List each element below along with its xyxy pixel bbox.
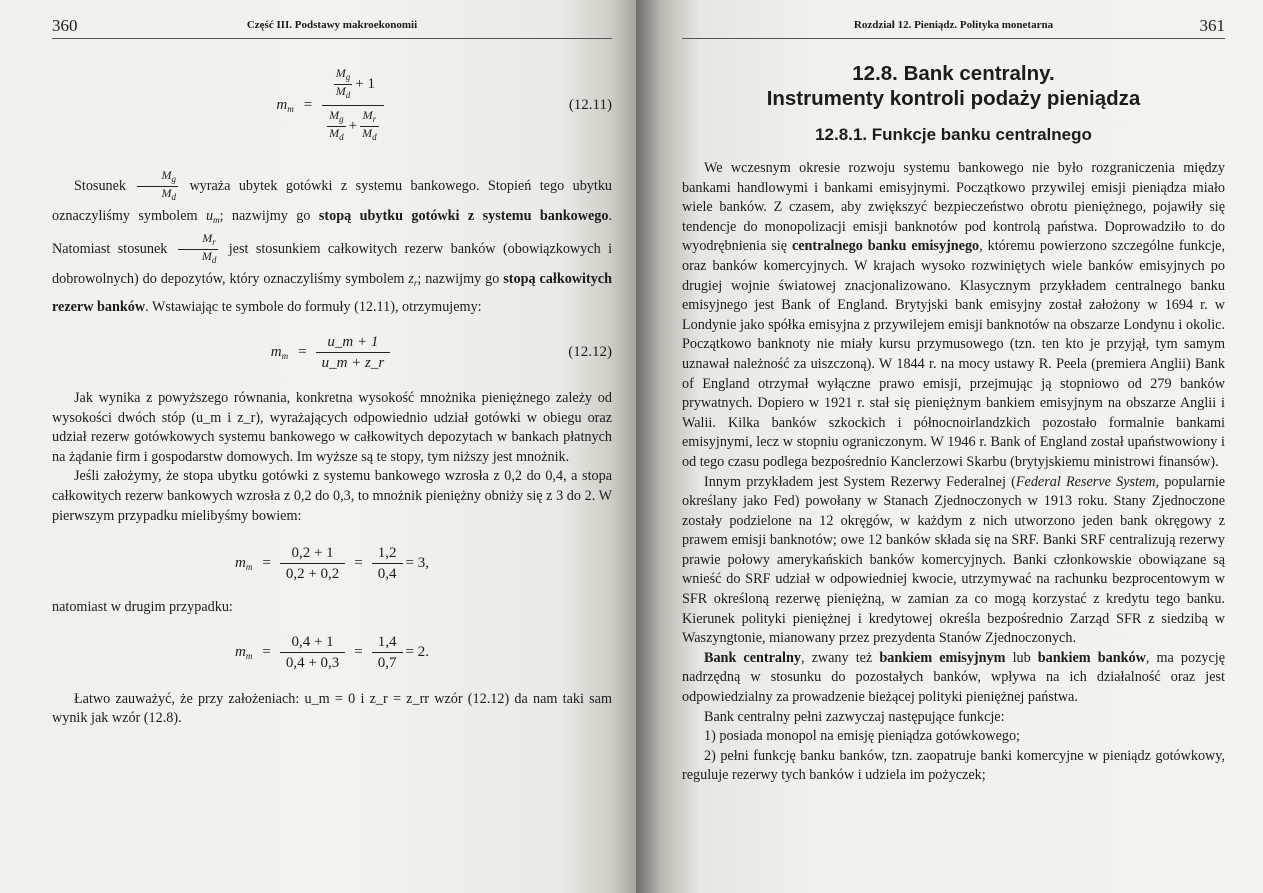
eq-12-11-den-fraction-a: $\frac{M_g}{M_d}$ (329, 107, 344, 142)
eq-12-11-main-fraction: $\frac{M_g}{M_d}$ + 1 $\frac{M_g}{M_d}$ + $\frac{M_r}{M_d}$ (322, 67, 383, 144)
term-central-bank: Bank centralny (704, 649, 801, 666)
right-paragraph-3: Bank centralny, zwany też bankiem emisyjnym lub bankiem banków, ma pozycję nadrzędną w stosunku do pozostałych banków, wpływa na ich działalność oraz jest odpowiedzialny za prowadzenie bieżącej polityki pieniężnej państwa. (682, 649, 1226, 706)
right-paragraph-2: Innym przykładem jest System Rezerwy Federalnej (Federal Reserve System, popularnie określany jako Fed) powołany w Stanach Zjednoczonych w 1913 roku. Stany Zjednoczone zostały podzielone na 12 okręgów, w każdym z nich utworzono jeden bank okręgowy z prawem emisji banknotów; owe 12 banków składa się na SRF. Banki SRF centralizują rezerwy prawie połowy amerykańskich banków komercyjnych. Banki członkowskie obowiązane są wnieść do SRF udział w odpowiedniej kwocie, utrzymywać na rachunku bezprocentowym w SFR określoną rezerwę pieniężną, w zamian za co mogą korzystać z kredytu tego banku. Kierunek polityki pieniężnej i kredytowej określa bezpośrednio Zarząd SFR z siedzibą w Waszyngtonie, mianowany przez prezydenta Stanów Zjednoczonych. (682, 473, 1225, 647)
eq-12-11-lhs: $m_m$ (276, 96, 294, 114)
equation-example-b: $m_m$ = $\frac{0,4 + 1}{0,4 + 0,3}$ = $\frac{1,4}{0,7}$ = 2. (235, 634, 429, 672)
functions-list-item-2: 2) pełni funkcję banku banków, tzn. zaopatruje banki komercyjne w pieniądz gotówkowy, reguluje rezerwy tych banków i udziela im pożyczek; (682, 747, 1225, 784)
term-cash-drain-rate: stopą ubytku gotówki z systemu bankowego (318, 208, 609, 224)
eq-12-12-number: (12.12) (568, 343, 612, 360)
right-paragraph-4: Bank centralny pełni zazwyczaj następujące funkcje: (704, 708, 1005, 725)
right-running-head (682, 0, 1225, 39)
left-paragraph-3: Jeśli założymy, że stopa ubytku gotówki z systemu bankowego wzrosła z 0,2 do 0,4, a stopa całkowitych rezerw bankowych wzrosła z 0,2 do 0,3, to mnożnik pieniężny obniży się z 3 do 2. W pierwszym przypadku mielibyśmy bowiem: (52, 468, 612, 524)
term-central-issuing-bank: centralnego banku emisyjnego (791, 238, 980, 255)
inline-fraction-mr-md: $\frac{M_r}{M_d}$ (178, 232, 219, 267)
left-paragraph-2: Jak wynika z powyższego równania, konkretna wysokość mnożnika pieniężnego zależy od wysokości dwóch stóp (u_m i z_r), wyrażających odpowiednio udział gotówki w obiegu oraz udział rezerw gotówkowych systemu bankowego w całkowitych depozytach w bankach płatnych na żądanie firm i gospodarstw domowych. Im wyższe są te stopy, tym niższy jest mnożnik. (52, 390, 612, 465)
left-running-title: Część III. Podstawy makroekonomii (246, 19, 418, 31)
left-running-head (52, 0, 612, 39)
functions-list-item-1: 1) posiada monopol na emisję pieniądza gotówkowego; (704, 728, 1020, 745)
left-paragraph-5: Łatwo zauważyć, że przy założeniach: u_m = 0 i z_r = z_rr wzór (12.12) da nam taki sam wynik jak wzór (12.8). (52, 690, 612, 727)
term-issuing-bank: bankiem emisyjnym (879, 649, 1006, 666)
left-paragraph-1: Stosunek $\frac{M_g}{M_d}$ wyraża ubytek gotówki z systemu bankowego. Stopień tego ubytku oznaczyliśmy symbolem $u_m$; nazwijmy go stopą ubytku gotówki z systemu bankowego. Natomiast stosunek $\frac{M_r}{M_d}$ jest stosunkiem całkowitych rezerw banków (obowiązkowych i dobrowolnych) do depozytów, który oznaczyliśmy symbolem $z_r$; nazwijmy go stopą całkowitych rezerw banków. Wstawiając te symbole do formuły (12.11), otrzymujemy: (52, 168, 613, 315)
subsection-title: 12.8.1. Funkcje banku centralnego (815, 125, 1092, 144)
right-page (636, 0, 1263, 893)
equation-12-12: $m_m$ = $\frac{u\_m + 1}{u\_m + z\_r}$ (12.12) (270, 333, 612, 371)
right-running-title: Rozdział 12. Pieniądz. Polityka monetarna (853, 19, 1054, 31)
term-total-reserve-rate: stopą całkowitych rezerw banków (52, 271, 612, 315)
term-bank-of-banks: bankiem banków (1037, 649, 1146, 666)
section-title: 12.8. Bank centralny. Instrumenty kontroli podaży pieniądza (766, 62, 1141, 110)
left-paragraph-4: natomiast w drugim przypadku: (52, 599, 233, 616)
term-federal-reserve-system: Federal Reserve System (1015, 473, 1156, 490)
eq-12-11-number: (12.11) (568, 96, 612, 113)
left-page-number: 360 (52, 16, 78, 35)
equation-example-a: $m_m$ = $\frac{0,2 + 1}{0,2 + 0,2}$ = $\frac{1,2}{0,4}$ = 3, (235, 544, 429, 582)
eq-12-11-den-fraction-b: $\frac{M_r}{M_d}$ (362, 107, 377, 142)
eq-12-11-num-fraction: $\frac{M_g}{M_d}$ (335, 65, 351, 100)
right-paragraph-1: We wczesnym okresie rozwoju systemu bankowego nie było rozgraniczenia między bankami handlowymi i bankami emisyjnymi. Początkowo przywilej emisji pieniądza miało wiele banków. Z czasem, aby zwiększyć bezpieczeństwo obrotu pieniężnego, pojawiły się tendencje do monopolizacji emisji banknotów pod kontrolą państwa. Doprowadziło to do wyodrębnienia się centralnego banku emisyjnego, któremu powierzono szczególne funkcje, oraz banków komercyjnych. W krajach wysoko rozwiniętych wiele banków emisyjnych po drugiej wojnie światowej znacjonalizowano. Klasycznym przykładem centralnego banku emisyjnego jest Bank of England. Brytyjski bank emisyjny został założony w 1694 r. w Londynie jako spółka emisyjna z przywilejem emisji banknotów na obszarze Londynu i okolic. Początkowo banknoty nie miały kursu przymusowego (tzn. ten kto je przyjął, tym samym uznawał należność za uiszczoną). W 1844 r. na mocy ustawy R. Peela (premiera Anglii) Bank of England otrzymał wyłączne prawo emisji, przejmując ją stopniowo od 279 banków prywatnych. Dopiero w 1921 r. stał się pieniężnym bankiem emisyjnym na obszarze Anglii i Walii. Kilka banków szkockich i północnoirlandzkich pozostało formalnie bankami emisyjnymi, lecz w stopniu ograniczonym. W 1946 r. Bank of England został upaństwowiony i od tego czasu podlega bezpośrednio Kanclerzowi Skarbu (brytyjskiemu ministrowi finansów). (682, 160, 1226, 470)
right-page-number: 361 (1199, 16, 1225, 35)
inline-fraction-mg-md: $\frac{M_g}{M_d}$ (137, 169, 178, 204)
equation-12-11: $m_m$ = $\frac{M_g}{M_d}$ + 1 $\frac{M_g}{M_d}$ + $\frac{M_r}{M_d}$ (12.11) (276, 65, 612, 142)
eq-12-12-fraction: $\frac{u\_m + 1}{u\_m + z\_r}$ (316, 332, 391, 373)
